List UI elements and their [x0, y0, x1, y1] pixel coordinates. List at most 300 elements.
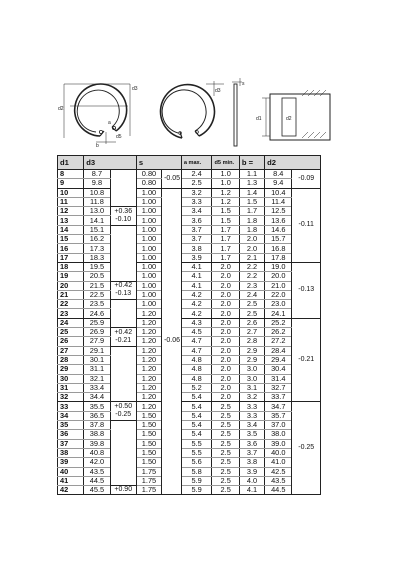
cell-s: 1.00: [136, 207, 161, 216]
cell-d3: 15.1: [84, 225, 110, 234]
table-row: [58, 188, 321, 197]
cell-s: 1.20: [136, 337, 161, 346]
cell-s-tolerance: -0.06: [162, 188, 182, 495]
cell-s: 1.00: [136, 262, 161, 271]
cell-a-max: 4.7: [181, 337, 212, 346]
cell-d2: 44.5: [265, 486, 292, 495]
cell-d1: 16: [58, 244, 84, 253]
cell-d2-tolerance: -0.09: [292, 170, 321, 189]
cell-d2: 40.0: [265, 448, 292, 457]
cell-d5-min: 1.0: [212, 170, 239, 179]
cell-b: 3.3: [239, 411, 264, 420]
cell-d3: 43.5: [84, 467, 110, 476]
cell-d1: 42: [58, 486, 84, 495]
cell-a-max: 5.9: [181, 476, 212, 485]
header-d2: d2: [265, 156, 321, 170]
cell-b: 2.8: [239, 337, 264, 346]
cell-s-tolerance: -0.05: [162, 170, 182, 189]
cell-a-max: 4.1: [181, 272, 212, 281]
table-row: [58, 235, 321, 244]
cell-s: 1.75: [136, 486, 161, 495]
cell-b: 2.0: [239, 244, 264, 253]
cell-s: 1.50: [136, 411, 161, 420]
table-row: [58, 170, 321, 179]
cell-d1: 32: [58, 393, 84, 402]
table-row: [58, 318, 321, 327]
cell-d3: 44.5: [84, 476, 110, 485]
cell-d1: 34: [58, 411, 84, 420]
cell-d5-min: 2.0: [212, 300, 239, 309]
table-row: [58, 272, 321, 281]
cell-b: 1.8: [239, 216, 264, 225]
cell-d3: 16.2: [84, 235, 110, 244]
cell-b: 2.2: [239, 262, 264, 271]
cell-d1: 39: [58, 458, 84, 467]
cell-b: 2.2: [239, 272, 264, 281]
bore-groove-view: [256, 90, 330, 140]
cell-d1: 24: [58, 318, 84, 327]
cell-a-max: 4.2: [181, 309, 212, 318]
cell-d3-tolerance: [110, 346, 136, 402]
cell-d3: 39.8: [84, 439, 110, 448]
cell-d3: 37.8: [84, 421, 110, 430]
cell-d5-min: 2.0: [212, 262, 239, 271]
cell-d2: 9.4: [265, 179, 292, 188]
cell-d2: 41.0: [265, 458, 292, 467]
table-row: [58, 486, 321, 495]
cell-d5-min: 1.2: [212, 188, 239, 197]
cell-d1: 36: [58, 430, 84, 439]
cell-d2: 35.7: [265, 411, 292, 420]
table-row: [58, 355, 321, 364]
cell-b: 3.0: [239, 374, 264, 383]
cell-s: 1.20: [136, 309, 161, 318]
cell-d1: 41: [58, 476, 84, 485]
cell-s: 1.00: [136, 235, 161, 244]
cell-d3: 33.4: [84, 383, 110, 392]
cell-d2: 42.5: [265, 467, 292, 476]
table-row: [58, 402, 321, 411]
cell-d5-min: 1.2: [212, 197, 239, 206]
cell-d5-min: 2.5: [212, 402, 239, 411]
cell-d2: 14.6: [265, 225, 292, 234]
cell-d3: 40.8: [84, 448, 110, 457]
cell-d3: 24.6: [84, 309, 110, 318]
cell-d3: 9.8: [84, 179, 110, 188]
cell-d5-min: 2.5: [212, 467, 239, 476]
cell-a-max: 4.2: [181, 290, 212, 299]
cell-d3-tolerance: +0.50 -0.25: [110, 402, 136, 421]
cell-b: 2.0: [239, 235, 264, 244]
cell-d1: 18: [58, 262, 84, 271]
cell-a-max: 5.5: [181, 448, 212, 457]
cell-b: 2.4: [239, 290, 264, 299]
cell-d3: 8.7: [84, 170, 110, 179]
cell-b: 3.3: [239, 402, 264, 411]
cell-a-max: 5.4: [181, 393, 212, 402]
cell-d1: 22: [58, 300, 84, 309]
table-row: [58, 207, 321, 216]
cell-d2: 28.4: [265, 346, 292, 355]
cell-s: 1.00: [136, 281, 161, 290]
cell-b: 3.4: [239, 421, 264, 430]
cell-s: 1.00: [136, 253, 161, 262]
cell-s: 1.20: [136, 355, 161, 364]
cell-d1: 30: [58, 374, 84, 383]
cell-d1: 9: [58, 179, 84, 188]
cell-d5-min: 1.7: [212, 235, 239, 244]
cell-d5-min: 2.0: [212, 346, 239, 355]
table-row: [58, 365, 321, 374]
cell-d5-min: 2.5: [212, 458, 239, 467]
cell-a-max: 4.3: [181, 318, 212, 327]
technical-drawings: [56, 76, 346, 148]
header-a-max: a max.: [181, 156, 212, 170]
fig-label-a: a: [108, 120, 111, 126]
cell-a-max: 4.2: [181, 300, 212, 309]
table-row: [58, 383, 321, 392]
cell-d3: 20.5: [84, 272, 110, 281]
cell-d2: 38.0: [265, 430, 292, 439]
cell-d5-min: 2.5: [212, 476, 239, 485]
cell-a-max: 5.4: [181, 430, 212, 439]
cell-d5-min: 2.0: [212, 365, 239, 374]
cell-d1: 8: [58, 170, 84, 179]
cell-d5-min: 1.7: [212, 244, 239, 253]
cell-d1: 40: [58, 467, 84, 476]
cell-d3: 11.8: [84, 197, 110, 206]
cell-d1: 11: [58, 197, 84, 206]
table-row: [58, 411, 321, 420]
cell-b: 1.4: [239, 188, 264, 197]
cell-s: 1.75: [136, 467, 161, 476]
cell-d5-min: 2.0: [212, 290, 239, 299]
cell-d1: 23: [58, 309, 84, 318]
cell-d2: 29.4: [265, 355, 292, 364]
cell-d3-tolerance: [110, 225, 136, 281]
cell-d1: 29: [58, 365, 84, 374]
cell-d1: 38: [58, 448, 84, 457]
cell-a-max: 5.5: [181, 439, 212, 448]
cell-d3: 23.5: [84, 300, 110, 309]
cell-s: 1.20: [136, 402, 161, 411]
cell-s: 1.20: [136, 318, 161, 327]
fig-label-d3: d3: [132, 86, 138, 92]
cell-d3: 29.1: [84, 346, 110, 355]
cell-d1: 14: [58, 225, 84, 234]
cell-d2: 43.5: [265, 476, 292, 485]
cell-d5-min: 1.5: [212, 207, 239, 216]
cell-d1: 21: [58, 290, 84, 299]
header-b: b =: [239, 156, 264, 170]
cell-d2: 26.2: [265, 328, 292, 337]
cell-s: 1.00: [136, 188, 161, 197]
cell-b: 2.6: [239, 318, 264, 327]
cell-a-max: 5.4: [181, 421, 212, 430]
cell-d5-min: 2.0: [212, 272, 239, 281]
circlip-drawings-svg: [56, 76, 346, 148]
cell-d5-min: 2.0: [212, 309, 239, 318]
cell-d2: 30.4: [265, 365, 292, 374]
table-row: [58, 300, 321, 309]
cell-d5-min: 1.7: [212, 253, 239, 262]
cell-b: 3.9: [239, 467, 264, 476]
cell-d2: 33.7: [265, 393, 292, 402]
cell-d1: 26: [58, 337, 84, 346]
cell-d3-tolerance: +0.42 -0.21: [110, 328, 136, 347]
cell-a-max: 4.8: [181, 365, 212, 374]
cell-b: 1.8: [239, 225, 264, 234]
cell-d3: 35.5: [84, 402, 110, 411]
cell-b: 3.2: [239, 393, 264, 402]
cell-d5-min: 1.5: [212, 216, 239, 225]
cell-d3: 34.4: [84, 393, 110, 402]
cell-d3: 32.1: [84, 374, 110, 383]
circlip-outline-view: [161, 81, 224, 138]
cell-d5-min: 2.5: [212, 439, 239, 448]
table-row: [58, 253, 321, 262]
cell-d2-tolerance: -0.25: [292, 402, 321, 495]
table-row: [58, 467, 321, 476]
cell-b: 2.7: [239, 328, 264, 337]
cell-d2: 8.4: [265, 170, 292, 179]
table-row: [58, 458, 321, 467]
cell-b: 1.1: [239, 170, 264, 179]
cell-d1: 12: [58, 207, 84, 216]
cell-d5-min: 2.0: [212, 393, 239, 402]
cell-a-max: 5.4: [181, 411, 212, 420]
table-row: [58, 346, 321, 355]
cell-d5-min: 2.5: [212, 430, 239, 439]
cell-b: 2.1: [239, 253, 264, 262]
cell-d1: 13: [58, 216, 84, 225]
cell-d2: 22.0: [265, 290, 292, 299]
cell-d2: 11.4: [265, 197, 292, 206]
cell-d5-min: 2.0: [212, 318, 239, 327]
cell-a-max: 3.7: [181, 235, 212, 244]
cell-s: 1.20: [136, 393, 161, 402]
cell-a-max: 5.6: [181, 458, 212, 467]
table-row: [58, 439, 321, 448]
cell-s: 1.00: [136, 272, 161, 281]
cell-d3: 38.8: [84, 430, 110, 439]
table-row: [58, 216, 321, 225]
cell-s: 1.00: [136, 216, 161, 225]
fig-label-d2: d2: [58, 106, 64, 112]
cell-a-max: 3.8: [181, 244, 212, 253]
cell-d3: 21.5: [84, 281, 110, 290]
cell-s: 1.50: [136, 448, 161, 457]
cell-d3: 17.3: [84, 244, 110, 253]
cell-d3-tolerance: +0.90: [110, 486, 136, 495]
cell-d3: 22.5: [84, 290, 110, 299]
cell-d5-min: 1.0: [212, 179, 239, 188]
cell-b: 2.5: [239, 300, 264, 309]
cell-a-max: 3.4: [181, 207, 212, 216]
cell-d3: 14.1: [84, 216, 110, 225]
cell-d5-min: 2.0: [212, 383, 239, 392]
table-row: [58, 244, 321, 253]
cell-d2: 15.7: [265, 235, 292, 244]
header-s: s: [136, 156, 181, 170]
table-row: [58, 197, 321, 206]
cell-a-max: 4.1: [181, 262, 212, 271]
table-row: [58, 290, 321, 299]
fig-label-d3-mid: d3: [215, 88, 221, 94]
table-row: [58, 225, 321, 234]
cell-d1: 17: [58, 253, 84, 262]
cell-s: 1.20: [136, 374, 161, 383]
cell-d2: 37.0: [265, 421, 292, 430]
circlip-front-view: [58, 84, 138, 148]
cell-b: 3.6: [239, 439, 264, 448]
cell-d5-min: 2.5: [212, 411, 239, 420]
cell-b: 1.7: [239, 207, 264, 216]
cell-d1: 20: [58, 281, 84, 290]
cell-s: 1.20: [136, 328, 161, 337]
cell-d2: 27.2: [265, 337, 292, 346]
cell-d2: 17.8: [265, 253, 292, 262]
cell-b: 2.9: [239, 346, 264, 355]
cell-s: 1.00: [136, 300, 161, 309]
cell-b: 2.5: [239, 309, 264, 318]
cell-d3: 30.1: [84, 355, 110, 364]
cell-b: 3.8: [239, 458, 264, 467]
cell-d2: 20.0: [265, 272, 292, 281]
cell-a-max: 3.2: [181, 188, 212, 197]
table-row: [58, 393, 321, 402]
cell-d1: 25: [58, 328, 84, 337]
cell-a-max: 4.8: [181, 355, 212, 364]
cell-d3-tolerance: [110, 170, 136, 207]
cell-a-max: 2.4: [181, 170, 212, 179]
table-row: [58, 337, 321, 346]
cell-b: 4.1: [239, 486, 264, 495]
cell-d1: 35: [58, 421, 84, 430]
cell-s: 0.80: [136, 170, 161, 179]
cell-d2: 16.8: [265, 244, 292, 253]
cell-d3-tolerance: +0.36 -0.10: [110, 207, 136, 226]
cell-d5-min: 2.5: [212, 486, 239, 495]
cell-a-max: 3.7: [181, 225, 212, 234]
cell-d3: 27.9: [84, 337, 110, 346]
table-row: [58, 179, 321, 188]
cell-d5-min: 2.0: [212, 374, 239, 383]
cell-b: 3.5: [239, 430, 264, 439]
cell-d3: 42.0: [84, 458, 110, 467]
cell-d2: 13.6: [265, 216, 292, 225]
table-row: [58, 448, 321, 457]
fig-label-d2-groove: d2: [286, 116, 292, 122]
cell-d3: 45.5: [84, 486, 110, 495]
cell-a-max: 3.3: [181, 197, 212, 206]
cell-d5-min: 2.5: [212, 421, 239, 430]
cell-d1: 31: [58, 383, 84, 392]
cell-d5-min: 2.0: [212, 355, 239, 364]
cell-d2-tolerance: -0.21: [292, 318, 321, 402]
cell-d2: 12.5: [265, 207, 292, 216]
cell-d1: 19: [58, 272, 84, 281]
cell-s: 1.75: [136, 476, 161, 485]
table-row: [58, 309, 321, 318]
table-row: [58, 328, 321, 337]
cell-s: 1.00: [136, 197, 161, 206]
cell-s: 1.50: [136, 421, 161, 430]
cell-s: 1.00: [136, 225, 161, 234]
cell-s: 1.20: [136, 365, 161, 374]
table-row: [58, 262, 321, 271]
cell-d2-tolerance: -0.13: [292, 262, 321, 318]
cell-d3: 26.9: [84, 328, 110, 337]
cell-a-max: 5.8: [181, 467, 212, 476]
cell-a-max: 4.1: [181, 281, 212, 290]
cell-s: 1.00: [136, 244, 161, 253]
cell-b: 2.3: [239, 281, 264, 290]
cell-d2: 10.4: [265, 188, 292, 197]
cell-d3: 10.8: [84, 188, 110, 197]
cell-d2: 24.1: [265, 309, 292, 318]
cell-d3: 31.1: [84, 365, 110, 374]
cell-d3: 25.9: [84, 318, 110, 327]
table-row: [58, 281, 321, 290]
cell-d3: 36.5: [84, 411, 110, 420]
cell-d3-tolerance: [110, 300, 136, 328]
cell-a-max: 4.7: [181, 346, 212, 355]
cell-d3: 13.0: [84, 207, 110, 216]
header-d1: d1: [58, 156, 84, 170]
cell-b: 3.0: [239, 365, 264, 374]
header-d3: d3: [84, 156, 137, 170]
table-row: [58, 476, 321, 485]
cell-b: 2.9: [239, 355, 264, 364]
cell-b: 4.0: [239, 476, 264, 485]
table-row: [58, 430, 321, 439]
cell-s: 1.20: [136, 383, 161, 392]
cell-a-max: 4.5: [181, 328, 212, 337]
fig-label-b: b: [96, 143, 99, 148]
cell-d3: 19.5: [84, 262, 110, 271]
cell-d2: 19.0: [265, 262, 292, 271]
cell-a-max: 3.6: [181, 216, 212, 225]
circlip-dimension-table: [57, 155, 321, 495]
table-header-row: [58, 156, 321, 170]
cell-d2: 32.7: [265, 383, 292, 392]
cell-d3-tolerance: [110, 421, 136, 486]
cell-d1: 28: [58, 355, 84, 364]
cell-s: 1.00: [136, 290, 161, 299]
fig-label-d5: d5: [116, 134, 122, 140]
cell-d5-min: 2.0: [212, 337, 239, 346]
cell-d1: 33: [58, 402, 84, 411]
table-body: [58, 170, 321, 495]
cell-d2: 21.0: [265, 281, 292, 290]
cell-a-max: 3.9: [181, 253, 212, 262]
cell-a-max: 5.2: [181, 383, 212, 392]
cell-b: 1.3: [239, 179, 264, 188]
cell-s: 1.20: [136, 346, 161, 355]
cell-d3-tolerance: +0.42 -0.13: [110, 281, 136, 300]
table-row: [58, 374, 321, 383]
cell-b: 1.5: [239, 197, 264, 206]
cell-d1: 10: [58, 188, 84, 197]
cell-b: 3.1: [239, 383, 264, 392]
cell-a-max: 5.4: [181, 402, 212, 411]
fig-label-d1-groove: d1: [256, 116, 262, 122]
header-d5-min: d5 min.: [212, 156, 239, 170]
fig-label-s: s: [242, 81, 245, 87]
cell-d2: 31.4: [265, 374, 292, 383]
cell-s: 0.80: [136, 179, 161, 188]
